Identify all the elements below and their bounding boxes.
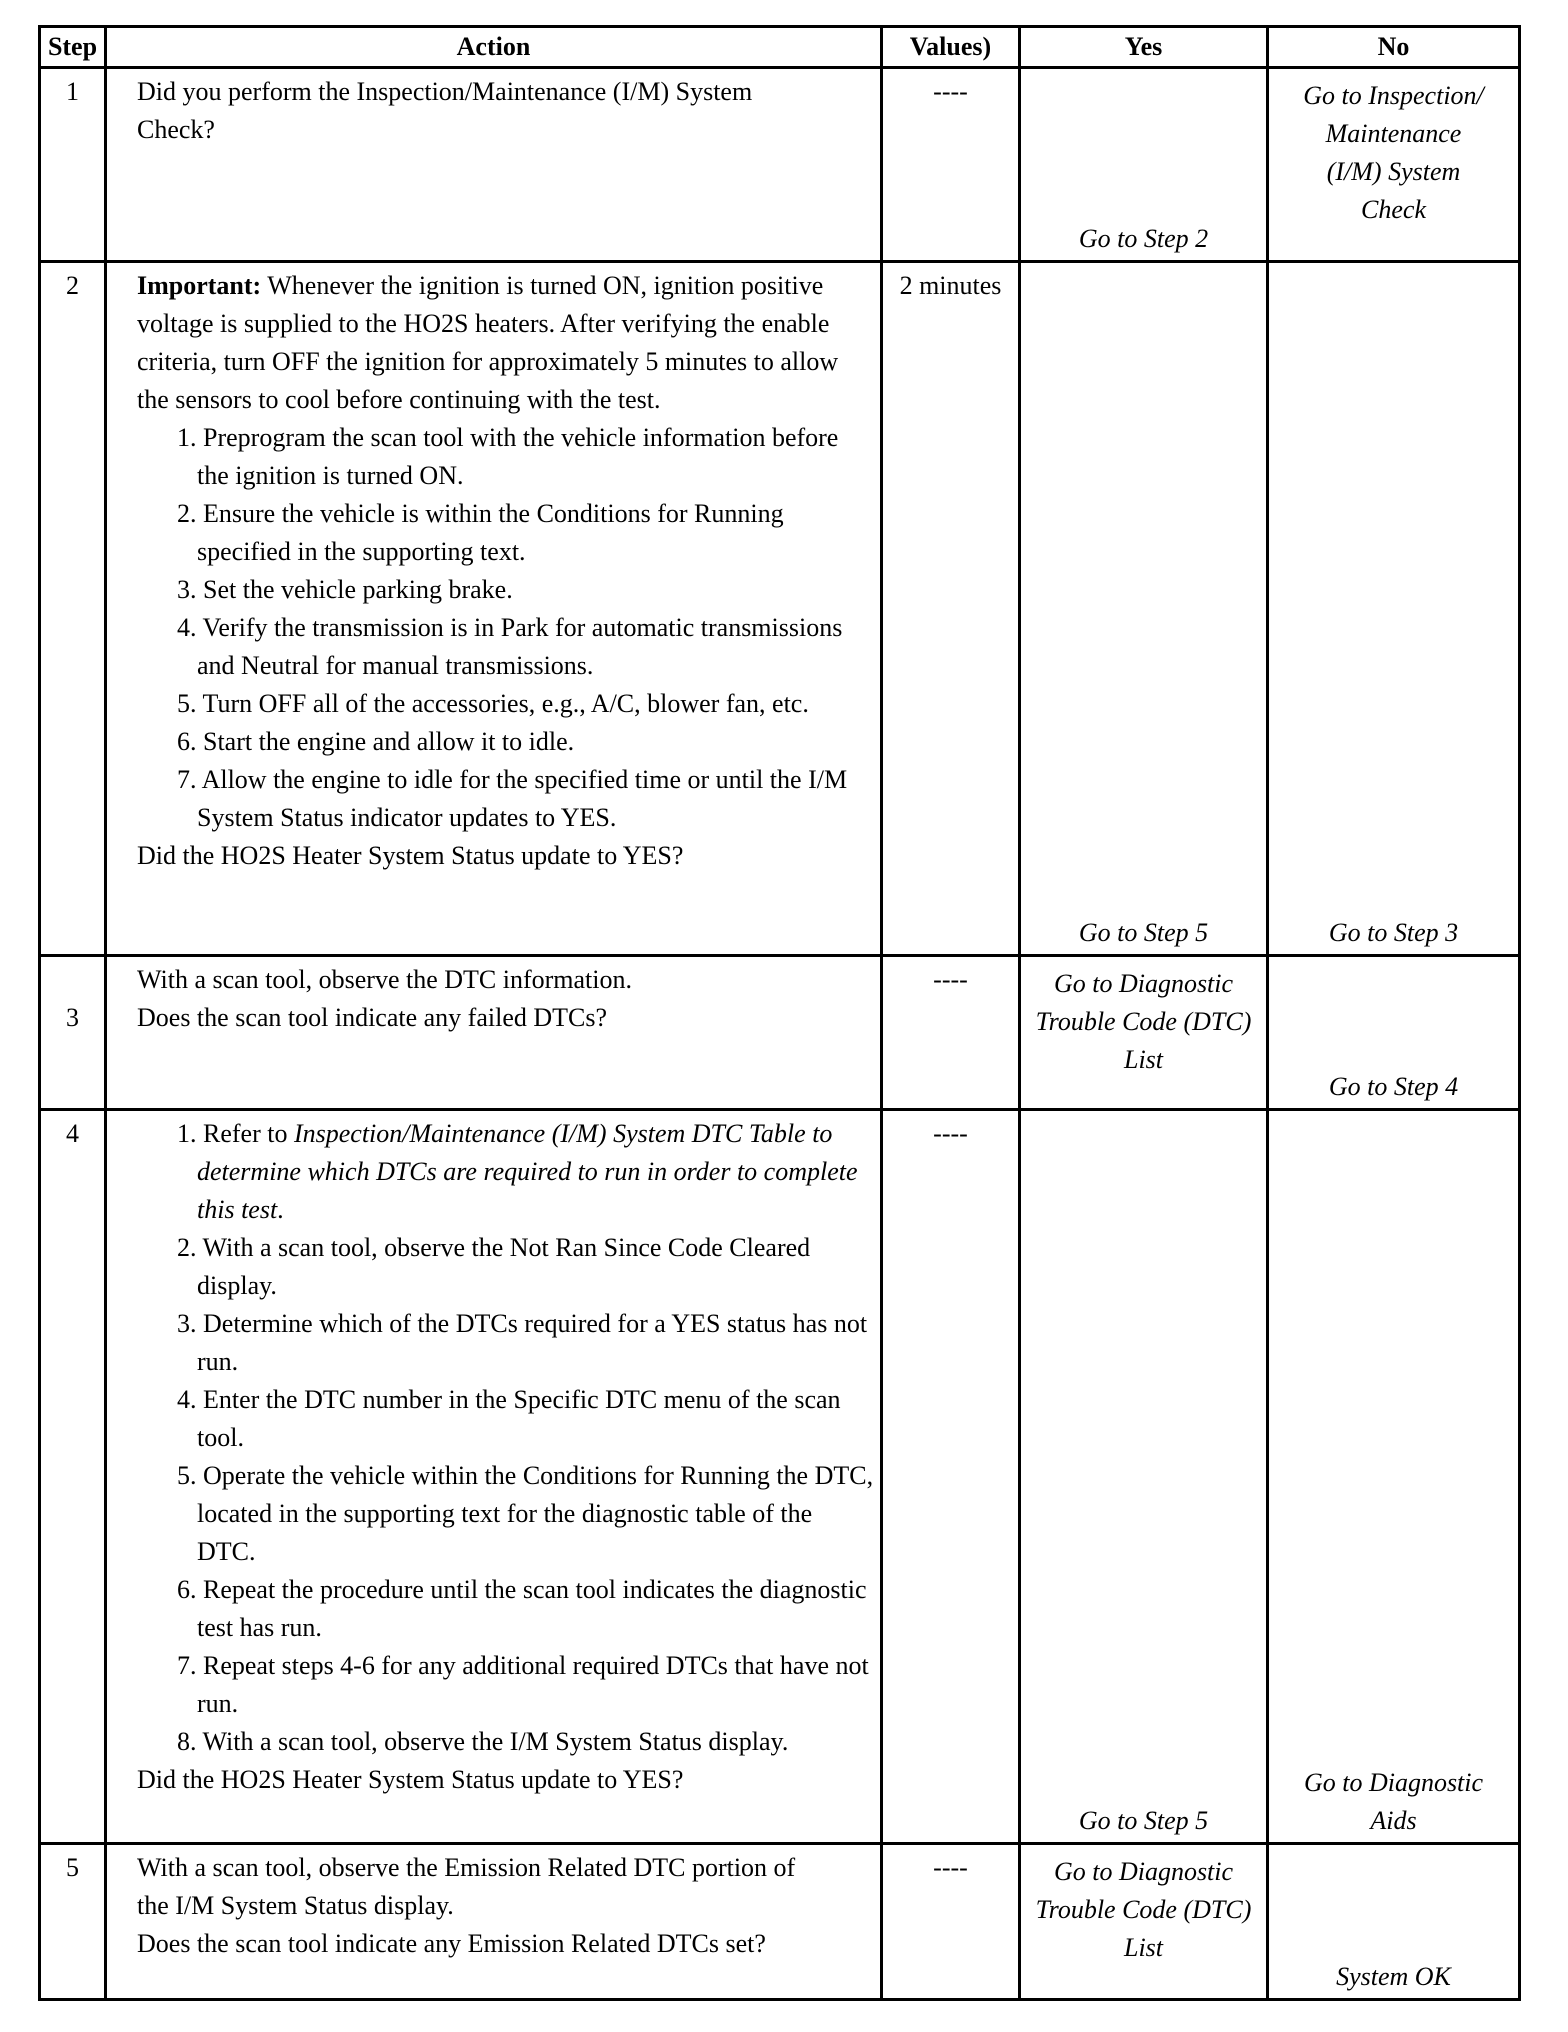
action-cell xyxy=(106,956,882,1110)
yes-cell xyxy=(1020,68,1268,262)
action-text: With a scan tool, observe the DTC information. xyxy=(137,965,633,994)
list-item: 7. Allow the engine to idle for the specified time or until the I/M System Status indicator updates to YES. xyxy=(177,765,848,832)
list-item: 4. Verify the transmission is in Park for automatic transmissions and Neutral for manual transmissions. xyxy=(177,613,843,680)
yes-cell xyxy=(1020,1844,1268,2000)
question-text: Did the HO2S Heater System Status update to YES? xyxy=(137,1765,684,1794)
no-link: Go to Step 4 xyxy=(1328,1072,1459,1101)
values-cell: 2 minutes xyxy=(882,262,1020,956)
table-row-step-4 xyxy=(40,1110,1520,1844)
important-note xyxy=(137,267,874,419)
question-text: Did the HO2S Heater System Status update to YES? xyxy=(137,841,684,870)
list-item-prefix: 1. Refer to xyxy=(177,1119,294,1148)
action-text: With a scan tool, observe the Emission Related DTC portion of the I/M System Status display. xyxy=(137,1853,796,1920)
no-cell xyxy=(1268,1110,1520,1844)
list-item-suffix: . xyxy=(277,1195,284,1224)
values-cell: ---- xyxy=(882,956,1020,1110)
list-item: 2. With a scan tool, observe the Not Ran Since Code Cleared display. xyxy=(177,1233,811,1300)
table-row-step-1 xyxy=(40,68,1520,262)
question-text: Does the scan tool indicate any failed DTCs? xyxy=(137,1003,608,1032)
diagnostic-table xyxy=(38,25,1521,2001)
header-no: No xyxy=(1268,27,1520,68)
step-number: 2 xyxy=(40,262,106,956)
important-label: Important: xyxy=(137,271,262,300)
yes-link: Go to Diagnostic Trouble Code (DTC) List xyxy=(1035,969,1252,1074)
header-step: Step xyxy=(40,27,106,68)
list-item: 6. Start the engine and allow it to idle. xyxy=(177,727,575,756)
important-text: Whenever the ignition is turned ON, ignition positive voltage is supplied to the HO2S heaters. After verifying the enable criteria, turn OFF the ignition for approximately 5 minutes to allow the sensors to cool before continuing with the test. xyxy=(137,271,839,414)
list-item: 7. Repeat steps 4-6 for any additional required DTCs that have not run. xyxy=(177,1651,869,1718)
yes-cell xyxy=(1020,262,1268,956)
step-number: 4 xyxy=(40,1110,106,1844)
list-item: 6. Repeat the procedure until the scan tool indicates the diagnostic test has run. xyxy=(177,1575,867,1642)
no-link: System OK xyxy=(1336,1962,1451,1991)
list-item: 3. Set the vehicle parking brake. xyxy=(177,575,513,604)
values-cell: ---- xyxy=(882,1844,1020,2000)
yes-link: Go to Step 5 xyxy=(1078,1806,1209,1835)
no-cell xyxy=(1268,68,1520,262)
table-row-step-3 xyxy=(40,956,1520,1110)
procedure-list xyxy=(137,1115,874,1761)
action-cell xyxy=(106,262,882,956)
procedure-list xyxy=(137,419,874,837)
yes-link: Go to Step 2 xyxy=(1078,224,1209,253)
no-link: Go to Step 3 xyxy=(1328,918,1459,947)
no-cell xyxy=(1268,1844,1520,2000)
step-number: 5 xyxy=(40,1844,106,2000)
list-item xyxy=(157,1115,874,1229)
header-values: Values) xyxy=(882,27,1020,68)
list-item: 8. With a scan tool, observe the I/M System Status display. xyxy=(177,1727,789,1756)
no-cell xyxy=(1268,262,1520,956)
list-item: 5. Operate the vehicle within the Conditions for Running the DTC, located in the supporting text for the diagnostic table of the DTC. xyxy=(177,1461,874,1566)
header-action: Action xyxy=(106,27,882,68)
yes-link: Go to Step 5 xyxy=(1078,918,1209,947)
table-row-step-5 xyxy=(40,1844,1520,2000)
header-row xyxy=(40,27,1520,68)
table-reference: Inspection/Maintenance (I/M) System DTC Table to determine which DTCs are required to run in order to complete this test xyxy=(197,1119,858,1224)
step-number: 1 xyxy=(40,68,106,262)
yes-cell xyxy=(1020,1110,1268,1844)
action-cell xyxy=(106,68,882,262)
list-item: 1. Preprogram the scan tool with the vehicle information before the ignition is turned ON. xyxy=(177,423,839,490)
action-text: Did you perform the Inspection/Maintenance (I/M) System Check? xyxy=(137,77,753,144)
no-link: Go to Inspection/ Maintenance (I/M) System Check xyxy=(1303,81,1484,224)
list-item: 2. Ensure the vehicle is within the Conditions for Running specified in the supporting text. xyxy=(177,499,784,566)
values-cell: ---- xyxy=(882,1110,1020,1844)
question-text: Does the scan tool indicate any Emission Related DTCs set? xyxy=(137,1929,766,1958)
header-yes: Yes xyxy=(1020,27,1268,68)
no-cell xyxy=(1268,956,1520,1110)
action-cell xyxy=(106,1110,882,1844)
values-cell: ---- xyxy=(882,68,1020,262)
list-item: 4. Enter the DTC number in the Specific DTC menu of the scan tool. xyxy=(177,1385,841,1452)
yes-link: Go to Diagnostic Trouble Code (DTC) List xyxy=(1035,1857,1252,1962)
step-number: 3 xyxy=(40,956,106,1110)
list-item: 5. Turn OFF all of the accessories, e.g., A/C, blower fan, etc. xyxy=(177,689,809,718)
no-link: Go to Diagnostic Aids xyxy=(1303,1768,1484,1835)
table-row-step-2 xyxy=(40,262,1520,956)
action-cell xyxy=(106,1844,882,2000)
yes-cell xyxy=(1020,956,1268,1110)
list-item: 3. Determine which of the DTCs required for a YES status has not run. xyxy=(177,1309,868,1376)
